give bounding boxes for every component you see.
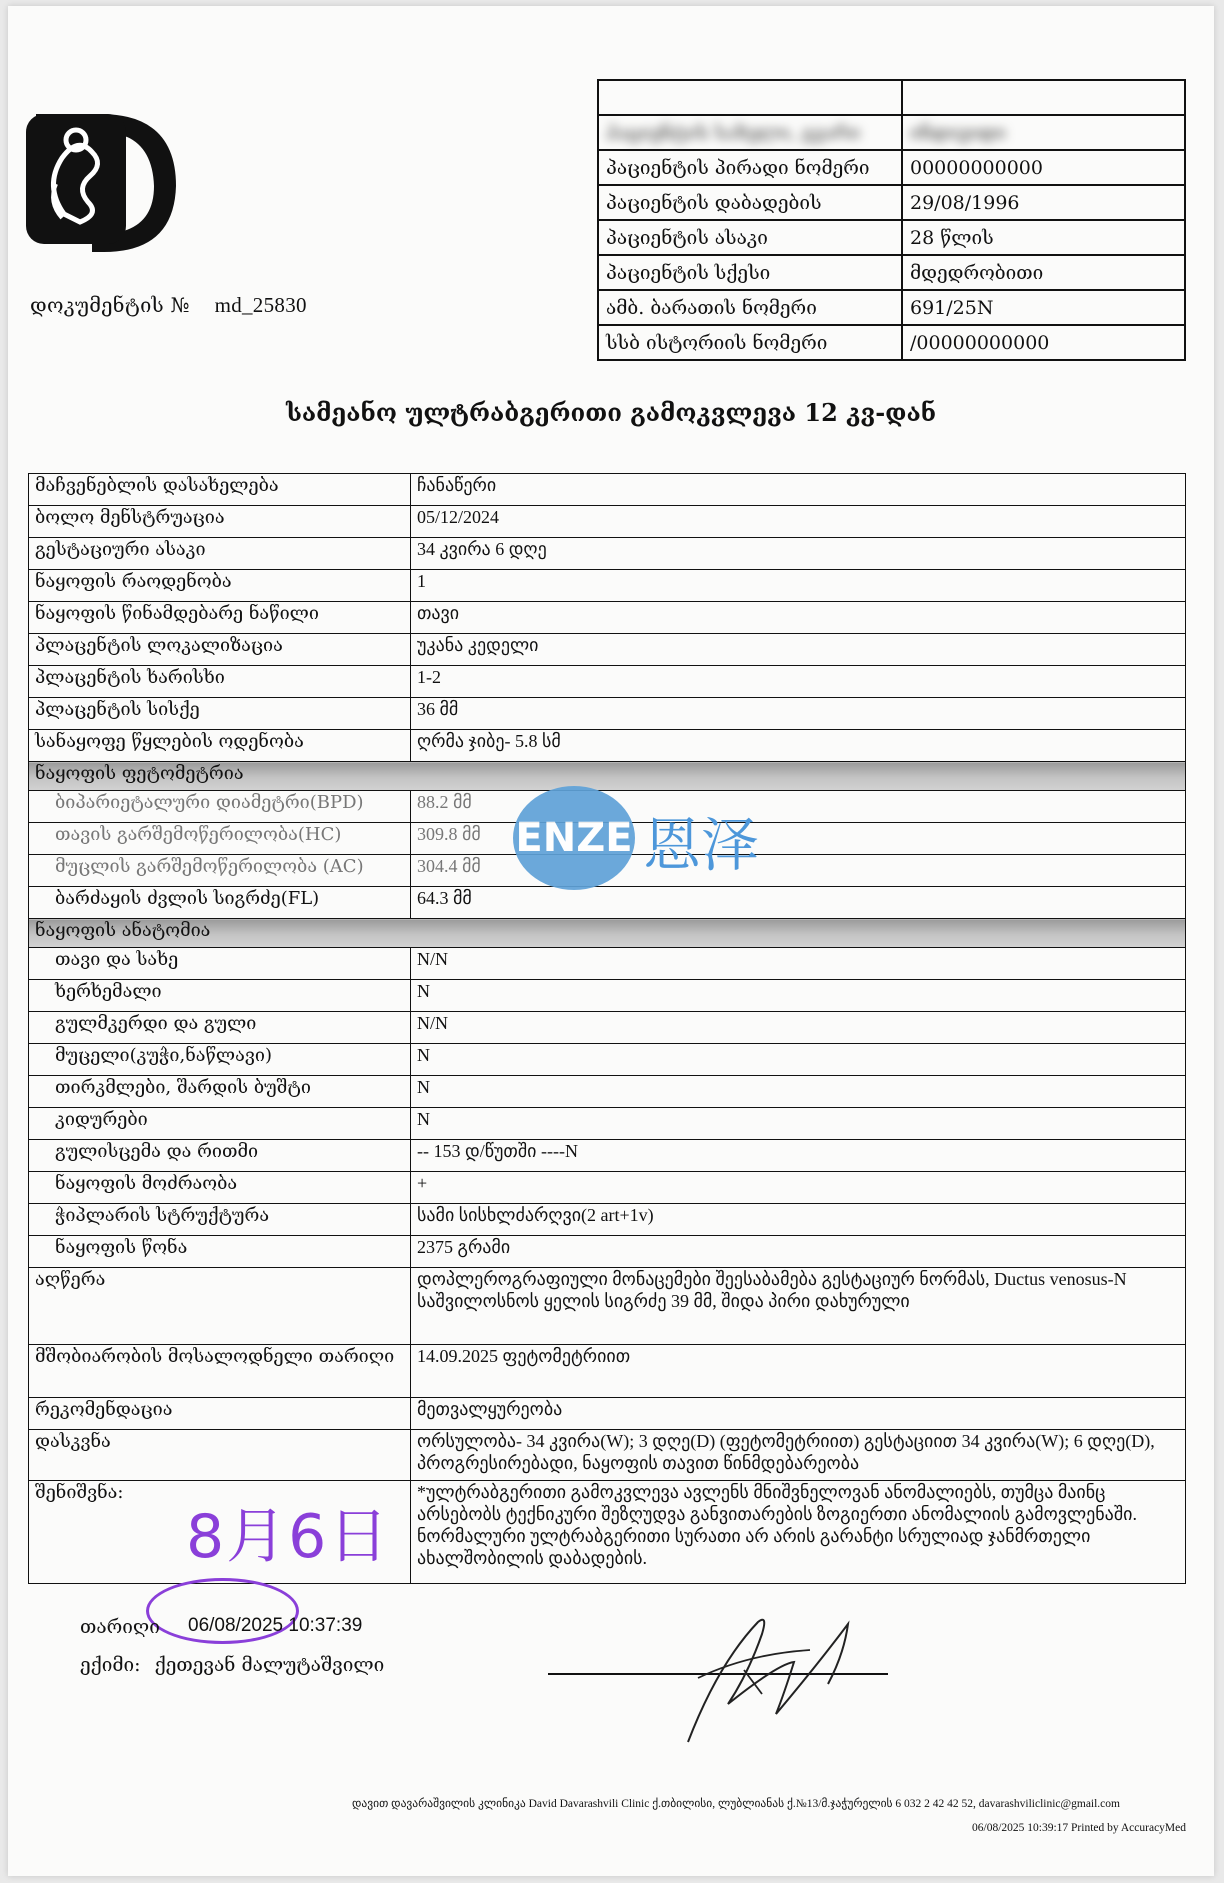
row-label: გულისცემა და რითმი [29,1140,411,1172]
handwritten-date: 8月6日 [186,1502,391,1572]
patient-label: პაციენტის დაბადების [598,185,902,220]
description-line: დოპლეროგრაფიული მონაცემები შეესაბამება გესტაციურ ნორმას, Ductus venosus-N [417,1269,1127,1289]
row-value: სამი სისხლძარღვი(2 art+1v) [411,1204,1186,1236]
doctor-label: ექიმი: [80,1654,141,1676]
row-label: მაჩვენებლის დასახელება [29,474,411,506]
patient-row [598,325,1185,360]
patient-row [598,150,1185,185]
row-label: შენიშვნა: [29,1481,411,1584]
row-label: თავის გარშემოწერილობა(HC) [29,823,411,855]
row-label: ხერხემალი [29,980,411,1012]
patient-row [598,80,1185,115]
row-value: -- 153 დ/წუთში ----N [411,1140,1186,1172]
row-label: დასკვნა [29,1430,411,1481]
row-label: ჭიპლარის სტრუქტურა [29,1204,411,1236]
table-row [29,1108,1186,1140]
row-value: მეთვალყურეობა [411,1398,1186,1430]
patient-value [902,80,1185,115]
row-value: N [411,1108,1186,1140]
table-row [29,1044,1186,1076]
row-value: 1-2 [411,666,1186,698]
row-value: 88.2 მმ [411,791,1186,823]
row-value: 64.3 მმ [411,887,1186,919]
row-value [411,1268,1186,1345]
row-value: უკანა კედელი [411,634,1186,666]
row-value: ორსულობა- 34 კვირა(W); 3 დღე(D) (ფეტომეტრიით) გესტაციით 34 კვირა(W); 6 დღე(D), პროგრესირებადი, ნაყოფის თავით წინმდებარეობა [411,1430,1186,1481]
table-row [29,1172,1186,1204]
row-label: ნაყოფის რაოდენობა [29,570,411,602]
row-label: გესტაციური ასაკი [29,538,411,570]
doctor [80,1654,384,1676]
patient-label: პაციენტის სქესი [598,255,902,290]
row-value: 14.09.2025 ფეტომეტრიით [411,1345,1186,1398]
row-value: 309.8 მმ [411,823,1186,855]
table-row [29,948,1186,980]
table-row-description [29,1268,1186,1345]
section-title: ნაყოფის ფეტომეტრია [29,762,1186,791]
table-row-recommendation [29,1398,1186,1430]
doctor-name: ქეთევან მალუტაშვილი [154,1654,385,1676]
row-label: ნაყოფის წინამდებარე ნაწილი [29,602,411,634]
patient-label [598,80,902,115]
table-row [29,1076,1186,1108]
row-value: N [411,1044,1186,1076]
description-line: საშვილოსნოს ყელის სიგრძე 39 მმ, შიდა პირი დახურული [417,1290,910,1311]
row-label: რეკომენდაცია [29,1398,411,1430]
row-label: პლაცენტის სისქე [29,698,411,730]
date-label: თარიღი [80,1616,160,1638]
row-value: *ულტრაბგერითი გამოკვლევა ავლენს მნიშვნელოვან ანომალიებს, თუმცა მაინც არსებობს ტექნიკური შეზღუდვა განვითარების ზოგიერთი ანომალიის გამოვლენაში. ნორმალური ულტრაბგერითი სურათი არ არის გარანტი სრულიად ჯანმრთელი ახალშობილის დაბადების. [411,1481,1186,1584]
table-row [29,1140,1186,1172]
row-label: ნაყოფის წონა [29,1236,411,1268]
row-value: 2375 გრამი [411,1236,1186,1268]
table-row [29,506,1186,538]
row-value: + [411,1172,1186,1204]
table-row [29,538,1186,570]
row-value: 36 მმ [411,698,1186,730]
row-label: მშობიარობის მოსალოდნელი თარიღი [29,1345,411,1398]
table-row [29,980,1186,1012]
table-row [29,1204,1186,1236]
row-label: გულმკერდი და გული [29,1012,411,1044]
clinic-footer: დავით დავარაშვილის კლინიკა David Davarashvili Clinic ქ.თბილისი, ლუბლიანას ქ.№13/მ.ჯაჭურელის 6 032 2 42 42 52, davarashviliclinic@gmail.com [351,1798,1120,1810]
row-label: ბარძაყის ძვლის სიგრძე(FL) [29,887,411,919]
row-value: ჩანაწერი [411,474,1186,506]
patient-row [598,115,1185,150]
clinic-logo-icon [26,94,186,254]
signature-icon [548,1604,928,1744]
row-label: პლაცენტის ლოკალიზაცია [29,634,411,666]
row-label: მუცლის გარშემოწერილობა (AC) [29,855,411,887]
patient-value: 29/08/1996 [902,185,1185,220]
row-label: კიდურები [29,1108,411,1140]
patient-label: პაციენტის სახელი, გვარი [598,115,902,150]
section-header-fetometry [29,762,1186,791]
row-value: ღრმა ჯიბე- 5.8 სმ [411,730,1186,762]
patient-info-table [597,79,1186,361]
patient-value: /00000000000 [902,325,1185,360]
section-title: ნაყოფის ანატომია [29,919,1186,948]
row-label: ნაყოფის მოძრაობა [29,1172,411,1204]
table-row [29,474,1186,506]
ultrasound-results-table [28,473,1186,1584]
row-label: მუცელი(კუჭი,ნაწლავი) [29,1044,411,1076]
date-value: 06/08/2025 10:37:39 [188,1615,363,1636]
table-row [29,730,1186,762]
row-label: ბოლო მენსტრუაცია [29,506,411,538]
patient-row [598,185,1185,220]
patient-row [598,290,1185,325]
patient-label: პაციენტის პირადი ნომერი [598,150,902,185]
table-row [29,887,1186,919]
table-row-due-date [29,1345,1186,1398]
document-number [30,293,307,318]
table-row [29,570,1186,602]
patient-value: მდედრობითი [902,255,1185,290]
row-value: 34 კვირა 6 დღე [411,538,1186,570]
row-value: 1 [411,570,1186,602]
patient-value: ინდივიდი [902,115,1185,150]
patient-row [598,255,1185,290]
table-row [29,1236,1186,1268]
patient-label: სსბ ისტორიის ნომერი [598,325,902,360]
document-title: სამეანო ულტრაბგერითი გამოკვლევა 12 კვ-დან [285,398,937,427]
row-label: აღწერა [29,1268,411,1345]
table-row [29,666,1186,698]
row-label: ბიპარიეტალური დიამეტრი(BPD) [29,791,411,823]
patient-value: 00000000000 [902,150,1185,185]
row-label: თავი და სახე [29,948,411,980]
row-value: N [411,980,1186,1012]
document-number-label: დოკუმენტის № [30,293,190,317]
row-value: N/N [411,948,1186,980]
row-value: N [411,1076,1186,1108]
section-header-anatomy [29,919,1186,948]
patient-row [598,220,1185,255]
patient-label: ამბ. ბარათის ნომერი [598,290,902,325]
watermark-chinese: 恩泽 [643,811,760,879]
table-row-conclusion [29,1430,1186,1481]
printed-stamp: 06/08/2025 10:39:17 Printed by AccuracyMed [972,1822,1186,1834]
document-page [8,6,1214,1876]
row-label: სანაყოფე წყლების ოდენობა [29,730,411,762]
table-row [29,634,1186,666]
watermark-latin: ENZE [513,786,635,890]
row-label: პლაცენტის ხარისხი [29,666,411,698]
row-label: თირკმლები, შარდის ბუშტი [29,1076,411,1108]
table-row [29,1012,1186,1044]
table-row [29,602,1186,634]
row-value: 05/12/2024 [411,506,1186,538]
row-value: თავი [411,602,1186,634]
row-value: N/N [411,1012,1186,1044]
document-number-value: md_25830 [214,293,307,317]
patient-value: 691/25N [902,290,1185,325]
patient-label: პაციენტის ასაკი [598,220,902,255]
row-value: 304.4 მმ [411,855,1186,887]
patient-value: 28 წლის [902,220,1185,255]
table-row [29,698,1186,730]
